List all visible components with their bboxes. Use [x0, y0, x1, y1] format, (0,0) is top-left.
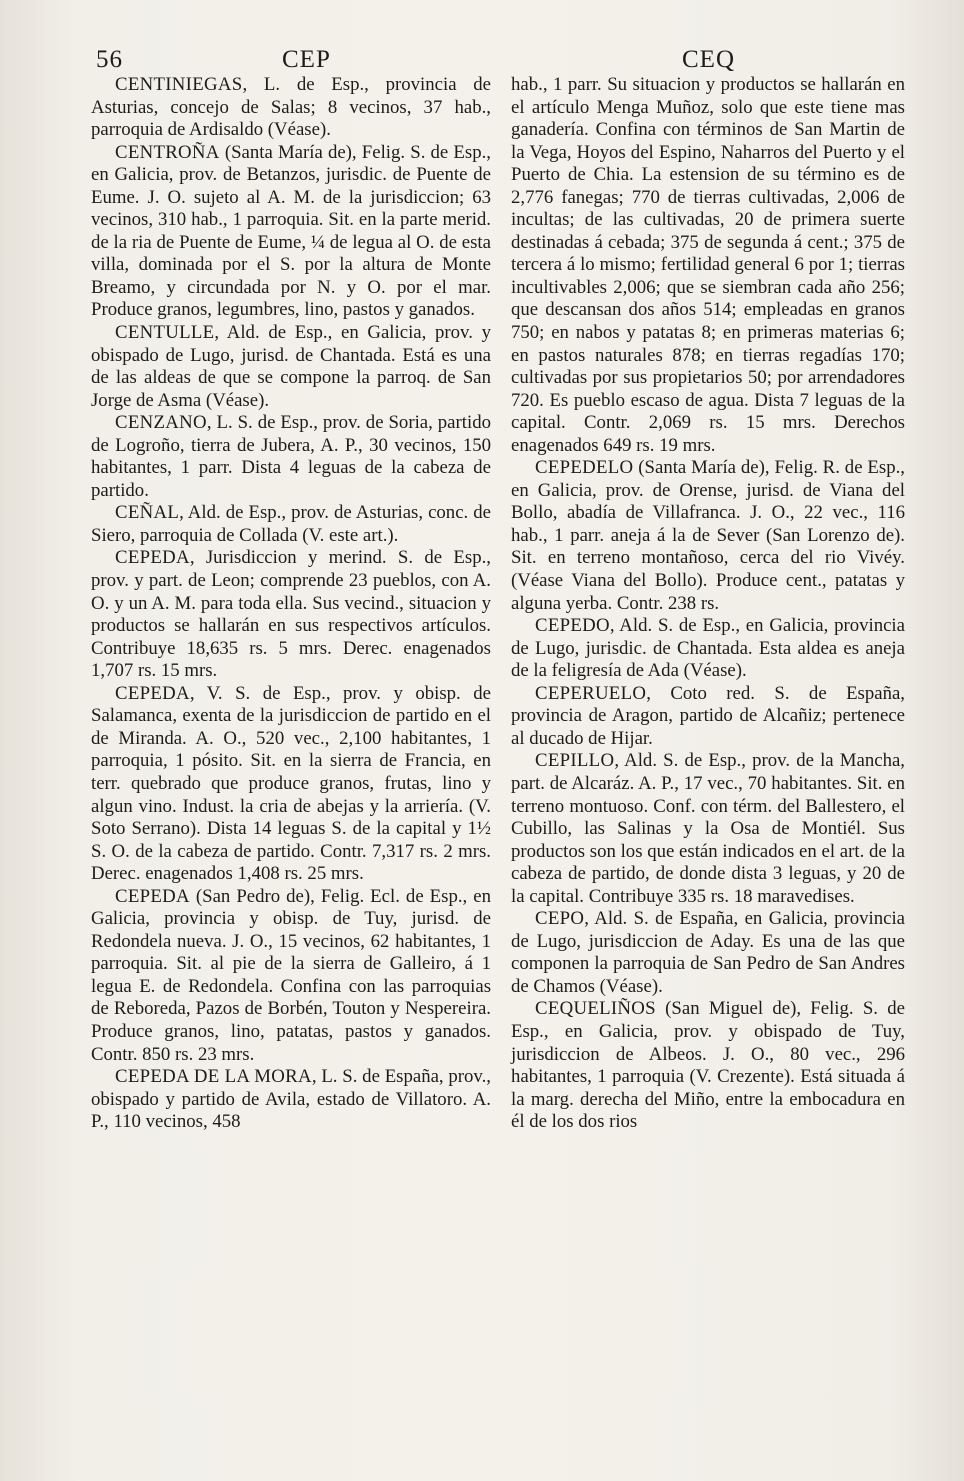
entry-text: , L. S. de Esp., prov. de Soria, partido de Logroño, tierra de Jubera, A. P., 30 vecinos, 150 habitantes, 1 parr. Dista 4 leguas de la cabeza de partido.: [91, 412, 491, 501]
entry-text: (San Miguel de), Felig. S. de Esp., en Galicia, prov. y obispado de Tuy, jurisdiccion de Albeos. J. O., 80 vec., 296 habitantes, 1 parroquia (V. Crezente). Está situada á la marg. derecha del Miño, entre la embocadura en él de los dos rios: [511, 998, 905, 1133]
dictionary-entry: [511, 683, 905, 751]
entry-text: , Coto red. S. de España, provincia de Aragon, partido de Alcañiz; pertenece al ducado de Hijar.: [511, 682, 905, 749]
entry-text: hab., 1 parr. Su situacion y productos se hallarán en el artículo Menga Muñoz, solo que este tiene mas ganadería. Confina con términos de San Martin de la Vega, Hoyos del Espino, Naharros del Puerto y el Puerto de Chia. La estension de su término es de 2,776 fanegas; 770 de tierras cultivadas, 2,006 de incultas; de las cultivadas, 20 de primera suerte destinadas á cebada; 375 de segunda á cent.; 375 de tercera á lo mismo; fertilidad general 6 por 1; tierras incultivables 2,006; que se siembran cada año 256; que descansan dos años 514; empleadas en granos 750; en nabos y patatas 8; en primeras materias 6; en pastos naturales 878; en tierras regadías 170; cultivadas por sus propietarios 50; por arrendadores 720. Es pueblo escaso de agua. Dista 7 leguas de la capital. Contr. 2,069 rs. 15 mrs. Derechos enagenados 649 rs. 19 mrs.: [511, 74, 905, 456]
entry-headword: CEÑAL: [115, 502, 180, 524]
dictionary-entry: [91, 547, 491, 682]
entry-text: , Ald. S. de Esp., en Galicia, provincia de Lugo, jurisdic. de Chantada. Esta aldea es aneja de la feligresía de Ada (Véase).: [511, 615, 905, 682]
entry-text: (San Pedro de), Felig. Ecl. de Esp., en Galicia, provincia y obisp. de Tuy, jurisd. de Redondela nueva. J. O., 15 vecinos, 62 habitantes, 1 parroquia. Sit. al pie de la sierra de Galleiro, á 1 legua E. de Redondela. Confina con las parroquias de Reboreda, Pazos de Borbén, Touton y Nespereira. Produce granos, lino, patatas, pastos y ganados. Contr. 850 rs. 23 mrs.: [91, 885, 491, 1065]
dictionary-entry: [511, 74, 905, 457]
dictionary-entry: [511, 908, 905, 998]
left-column: [91, 74, 491, 1134]
entry-text: (Santa María de), Felig. S. de Esp., en Galicia, prov. de Betanzos, jurisdic. de Puente de Eume. J. O. sujeto al A. M. de la jurisdiccion; 63 vecinos, 310 hab., 1 parroquia. Sit. en la parte merid. de la ria de Puente de Eume, ¼ de legua al O. de esta villa, dominada por el S. por la altura de Monte Breamo, y circundada por N. y O. por el mar. Produce granos, legumbres, lino, pastos y ganados.: [91, 141, 491, 321]
entry-headword: CENTROÑA: [115, 141, 220, 163]
entry-headword: CEPEDA: [115, 547, 190, 569]
right-guide-word: CEQ: [682, 46, 735, 73]
dictionary-entry: [511, 457, 905, 615]
dictionary-entry: [511, 750, 905, 908]
entry-headword: CENTINIEGAS: [115, 74, 243, 95]
entry-text: , Ald. S. de Esp., prov. de la Mancha, part. de Alcaráz. A. P., 17 vec., 70 habitantes. Sit. en terreno montuoso. Conf. con térm. del Ballestero, el Cubillo, las Salinas y la Osa de Montiél. Sus productos son los que están indicados en el art. de la cabeza de partido, de donde dista 3 leguas, y 20 de la capital. Contribuye 335 rs. 18 maravedises.: [511, 750, 905, 907]
dictionary-entry: [91, 886, 491, 1066]
entry-headword: CEPO: [535, 908, 585, 930]
dictionary-entry: [91, 683, 491, 886]
dictionary-entry: [91, 142, 491, 322]
entry-headword: CEPEDELO: [535, 457, 634, 479]
entry-text: , Ald. de Esp., en Galicia, prov. y obispado de Lugo, jurisd. de Chantada. Está es una de las aldeas de que se compone la parroq. de San Jorge de Asma (Véase).: [91, 322, 491, 411]
entry-headword: CENTULLE: [115, 322, 215, 344]
entry-text: , Ald. S. de España, en Galicia, provincia de Lugo, jurisdiccion de Aday. Es una de las que componen la parroquia de San Pedro de San Andres de Chamos (Véase).: [511, 908, 905, 997]
entry-headword: CEPEDA DE LA MORA: [115, 1066, 312, 1088]
dictionary-entry: [91, 502, 491, 547]
entry-headword: CENZANO: [115, 412, 207, 434]
dictionary-entry: [91, 74, 491, 142]
entry-text: , Jurisdiccion y merind. S. de Esp., prov. y part. de Leon; comprende 23 pueblos, con A. O. y un A. M. para toda ella. Sus vecind., situacion y productos se hallarán en sus respectivos artículos. Contribuye 18,635 rs. 5 mrs. Derec. enagenados 1,707 rs. 15 mrs.: [91, 547, 491, 682]
entry-headword: CEQUELIÑOS: [535, 998, 656, 1020]
entry-headword: CEPEDA: [115, 885, 190, 907]
entry-text: , L. de Esp., provincia de Asturias, concejo de Salas; 8 vecinos, 37 hab., parroquia de Ardisaldo (Véase).: [91, 74, 491, 141]
left-guide-word: CEP: [282, 46, 331, 73]
entry-headword: CEPILLO: [535, 750, 615, 772]
entry-text: (Santa María de), Felig. R. de Esp., en Galicia, prov. de Orense, jurisd. de Viana del Bollo, abadía de Villafranca. J. O., 22 vec., 116 hab., 1 parr. aneja á la de Sever (San Lorenzo de). Sit. en terreno montañoso, cerca del rio Vivéy. (Véase Viana del Bollo). Produce cent., patatas y alguna yerba. Contr. 238 rs.: [511, 457, 905, 614]
dictionary-entry: [91, 412, 491, 502]
dictionary-entry: [91, 322, 491, 412]
entry-headword: CEPERUELO: [535, 682, 647, 704]
entry-headword: CEPEDO: [535, 615, 610, 637]
entry-text: , L. S. de España, prov., obispado y partido de Avila, estado de Villatoro. A. P., 110 vecinos, 458: [91, 1066, 491, 1133]
entry-headword: CEPEDA: [115, 682, 190, 704]
page-number: 56: [96, 46, 123, 73]
dictionary-entry: [511, 998, 905, 1133]
entry-text: , Ald. de Esp., prov. de Asturias, conc. de Siero, parroquia de Collada (V. este art.).: [91, 502, 491, 546]
entry-text: , V. S. de Esp., prov. y obisp. de Salamanca, exenta de la jurisdiccion de partido en el de Miranda. A. O., 520 vec., 2,100 habitantes, 1 parroquia, 1 pósito. Sit. en la sierra de Francia, en terr. quebrado que produce granos, frutas, lino y algun vino. Indust. la cria de abejas y la arriería. (V. Soto Serrano). Dista 14 leguas S. de la capital y 1½ S. O. de la cabeza de partido. Contr. 7,317 rs. 2 mrs. Derec. enagenados 1,408 rs. 25 mrs.: [91, 682, 491, 885]
right-column: [511, 74, 905, 1134]
dictionary-entry: [511, 615, 905, 683]
dictionary-entry: [91, 1066, 491, 1134]
